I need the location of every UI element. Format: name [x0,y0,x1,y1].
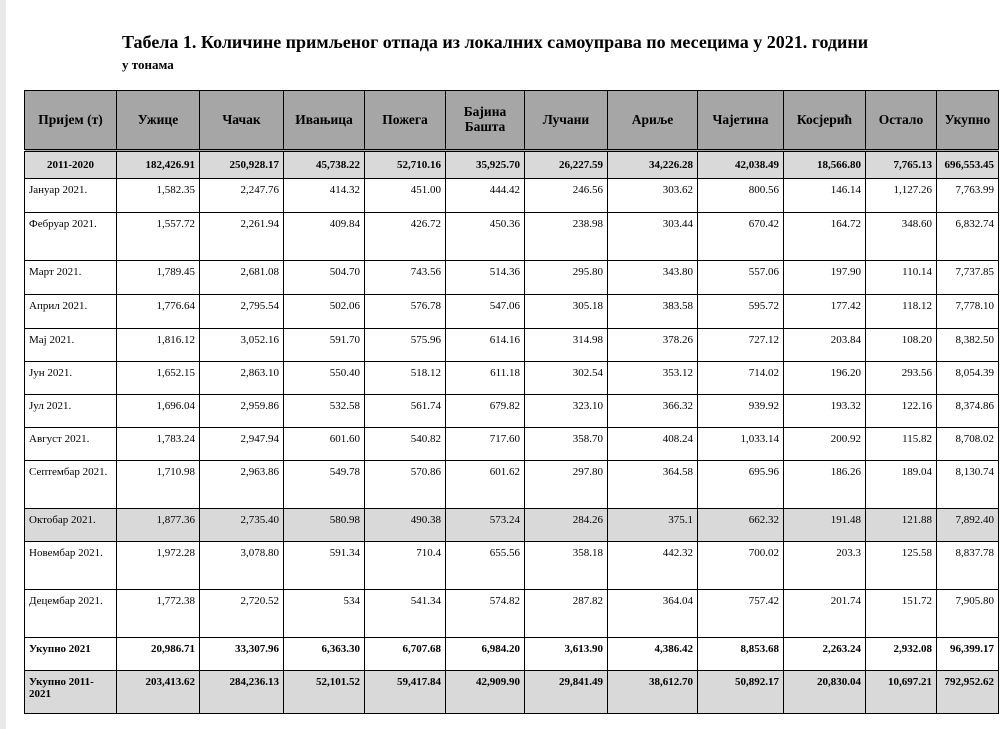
table-cell: 42,038.49 [698,151,784,179]
table-cell: 246.56 [525,179,608,213]
table-row [25,329,999,362]
table-cell: 34,226.28 [608,151,698,179]
table-cell: 2,247.76 [200,179,284,213]
col-header: Лучани [525,91,608,151]
table-cell: 122.16 [866,395,937,428]
table-cell: 717.60 [446,428,525,461]
table-cell: 444.42 [446,179,525,213]
table-cell: 10,697.21 [866,671,937,714]
table-row [25,261,999,295]
table-cell: 108.20 [866,329,937,362]
table-row [25,151,999,179]
table-cell: 696,553.45 [937,151,999,179]
table-cell: 164.72 [784,213,866,261]
table-cell: 293.56 [866,362,937,395]
table-cell: 110.14 [866,261,937,295]
table-cell: 2,959.86 [200,395,284,428]
table-cell: 8,130.74 [937,461,999,509]
table-cell: 353.12 [608,362,698,395]
table-row [25,590,999,638]
table-cell: 576.78 [365,295,446,329]
table-cell: 1,877.36 [117,509,200,542]
table-cell: 115.82 [866,428,937,461]
table-cell: 189.04 [866,461,937,509]
table-cell: 348.60 [866,213,937,261]
table-cell: 20,830.04 [784,671,866,714]
table-cell: 191.48 [784,509,866,542]
table-row [25,542,999,590]
table-cell: 570.86 [365,461,446,509]
table-cell: 1,652.15 [117,362,200,395]
col-header: Ужице [117,91,200,151]
table-cell: 575.96 [365,329,446,362]
table-cell: 714.02 [698,362,784,395]
table-cell: 591.70 [284,329,365,362]
table-cell: 580.98 [284,509,365,542]
row-label: Јануар 2021. [25,179,117,213]
table-cell: 2,963.86 [200,461,284,509]
table-cell: 35,925.70 [446,151,525,179]
table-cell: 52,101.52 [284,671,365,714]
table-cell: 502.06 [284,295,365,329]
table-cell: 2,681.08 [200,261,284,295]
table-cell: 297.80 [525,461,608,509]
table-cell: 743.56 [365,261,446,295]
table-cell: 203.3 [784,542,866,590]
table-cell: 2,735.40 [200,509,284,542]
table-cell: 3,613.90 [525,638,608,671]
table-cell: 303.44 [608,213,698,261]
table-cell: 364.04 [608,590,698,638]
table-cell: 250,928.17 [200,151,284,179]
table-cell: 490.38 [365,509,446,542]
table-cell: 20,986.71 [117,638,200,671]
table-cell: 295.80 [525,261,608,295]
col-header: Чачак [200,91,284,151]
table-cell: 197.90 [784,261,866,295]
table-cell: 710.4 [365,542,446,590]
table-cell: 1,789.45 [117,261,200,295]
table-cell: 314.98 [525,329,608,362]
table-cell: 52,710.16 [365,151,446,179]
table-cell: 540.82 [365,428,446,461]
col-header: Бајина Башта [446,91,525,151]
table-cell: 1,557.72 [117,213,200,261]
row-label: Март 2021. [25,261,117,295]
table-cell: 409.84 [284,213,365,261]
table-title: Табела 1. Количине примљеног отпада из локалних самоуправа по месецима у 2021. години [122,32,869,52]
col-header: Остало [866,91,937,151]
table-cell: 96,399.17 [937,638,999,671]
table-cell: 358.70 [525,428,608,461]
table-cell: 547.06 [446,295,525,329]
table-cell: 201.74 [784,590,866,638]
table-cell: 2,261.94 [200,213,284,261]
table-cell: 200.92 [784,428,866,461]
table-row [25,671,999,714]
table-cell: 118.12 [866,295,937,329]
table-row [25,509,999,542]
row-label: Укупно 2021 [25,638,117,671]
table-cell: 601.62 [446,461,525,509]
row-label: Август 2021. [25,428,117,461]
table-cell: 7,905.80 [937,590,999,638]
table-cell: 305.18 [525,295,608,329]
table-cell: 26,227.59 [525,151,608,179]
table-cell: 238.98 [525,213,608,261]
table-cell: 303.62 [608,179,698,213]
table-cell: 186.26 [784,461,866,509]
row-label: Април 2021. [25,295,117,329]
table-row [25,638,999,671]
unit-label: у тонама [122,57,174,72]
table-cell: 408.24 [608,428,698,461]
table-cell: 426.72 [365,213,446,261]
table-cell: 1,710.98 [117,461,200,509]
table-cell: 595.72 [698,295,784,329]
table-cell: 939.92 [698,395,784,428]
table-cell: 7,765.13 [866,151,937,179]
table-cell: 574.82 [446,590,525,638]
table-cell: 364.58 [608,461,698,509]
table-cell: 3,078.80 [200,542,284,590]
table-cell: 203.84 [784,329,866,362]
table-cell: 442.32 [608,542,698,590]
table-cell: 573.24 [446,509,525,542]
table-cell: 2,863.10 [200,362,284,395]
table-cell: 700.02 [698,542,784,590]
table-cell: 414.32 [284,179,365,213]
page-edge [0,0,6,729]
table-cell: 695.96 [698,461,784,509]
table-cell: 6,984.20 [446,638,525,671]
table-cell: 125.58 [866,542,937,590]
table-cell: 8,837.78 [937,542,999,590]
table-cell: 1,972.28 [117,542,200,590]
row-label: Новембар 2021. [25,542,117,590]
table-cell: 679.82 [446,395,525,428]
table-cell: 727.12 [698,329,784,362]
table-cell: 151.72 [866,590,937,638]
row-label: Јул 2021. [25,395,117,428]
col-header: Пожега [365,91,446,151]
table-cell: 549.78 [284,461,365,509]
table-cell: 601.60 [284,428,365,461]
table-cell: 193.32 [784,395,866,428]
table-row [25,395,999,428]
table-cell: 670.42 [698,213,784,261]
table-cell: 8,708.02 [937,428,999,461]
col-header: Ариље [608,91,698,151]
col-header: Укупно [937,91,999,151]
table-cell: 4,386.42 [608,638,698,671]
row-label: Јун 2021. [25,362,117,395]
table-cell: 518.12 [365,362,446,395]
table-row [25,461,999,509]
table-row [25,295,999,329]
col-header: Косјерић [784,91,866,151]
table-cell: 182,426.91 [117,151,200,179]
table-cell: 366.32 [608,395,698,428]
table-cell: 792,952.62 [937,671,999,714]
table-cell: 18,566.80 [784,151,866,179]
table-cell: 8,374.86 [937,395,999,428]
table-cell: 8,853.68 [698,638,784,671]
table-cell: 29,841.49 [525,671,608,714]
table-cell: 7,763.99 [937,179,999,213]
table-cell: 1,783.24 [117,428,200,461]
table-cell: 6,363.30 [284,638,365,671]
table-cell: 2,947.94 [200,428,284,461]
table-row [25,179,999,213]
table-cell: 532.58 [284,395,365,428]
table-cell: 146.14 [784,179,866,213]
table-cell: 662.32 [698,509,784,542]
table-cell: 302.54 [525,362,608,395]
table-cell: 541.34 [365,590,446,638]
row-label: Октобар 2021. [25,509,117,542]
col-header: Чајетина [698,91,784,151]
table-cell: 287.82 [525,590,608,638]
table-cell: 504.70 [284,261,365,295]
table-cell: 561.74 [365,395,446,428]
table-cell: 2,720.52 [200,590,284,638]
row-label: 2011-2020 [25,151,117,179]
table-cell: 383.58 [608,295,698,329]
table-cell: 6,707.68 [365,638,446,671]
table-row [25,428,999,461]
table-cell: 284,236.13 [200,671,284,714]
table-cell: 7,778.10 [937,295,999,329]
table-cell: 1,776.64 [117,295,200,329]
table-cell: 557.06 [698,261,784,295]
table-cell: 3,052.16 [200,329,284,362]
table-cell: 451.00 [365,179,446,213]
table-cell: 177.42 [784,295,866,329]
table-cell: 550.40 [284,362,365,395]
table-cell: 514.36 [446,261,525,295]
row-label: Укупно 2011-2021 [25,671,117,714]
row-label: Септембар 2021. [25,461,117,509]
table-cell: 343.80 [608,261,698,295]
table-cell: 203,413.62 [117,671,200,714]
row-label: Мај 2021. [25,329,117,362]
table-cell: 450.36 [446,213,525,261]
table-cell: 196.20 [784,362,866,395]
table-cell: 45,738.22 [284,151,365,179]
table-cell: 1,582.35 [117,179,200,213]
col-header: Пријем (т) [25,91,117,151]
table-cell: 42,909.90 [446,671,525,714]
table-cell: 2,263.24 [784,638,866,671]
table-cell: 7,737.85 [937,261,999,295]
table-cell: 7,892.40 [937,509,999,542]
table-cell: 8,382.50 [937,329,999,362]
table-cell: 1,772.38 [117,590,200,638]
table-row [25,213,999,261]
table-cell: 284.26 [525,509,608,542]
table-cell: 8,054.39 [937,362,999,395]
table-cell: 375.1 [608,509,698,542]
col-header: Ивањица [284,91,365,151]
table-row [25,362,999,395]
table-cell: 591.34 [284,542,365,590]
table-cell: 2,795.54 [200,295,284,329]
table-cell: 323.10 [525,395,608,428]
waste-table [24,90,999,714]
table-cell: 1,033.14 [698,428,784,461]
table-cell: 1,816.12 [117,329,200,362]
row-label: Фебруар 2021. [25,213,117,261]
table-cell: 50,892.17 [698,671,784,714]
table-cell: 534 [284,590,365,638]
table-cell: 378.26 [608,329,698,362]
table-cell: 757.42 [698,590,784,638]
table-cell: 1,127.26 [866,179,937,213]
header-row [25,91,999,151]
table-cell: 121.88 [866,509,937,542]
row-label: Децембар 2021. [25,590,117,638]
table-cell: 1,696.04 [117,395,200,428]
table-cell: 33,307.96 [200,638,284,671]
table-cell: 358.18 [525,542,608,590]
table-cell: 800.56 [698,179,784,213]
table-cell: 6,832.74 [937,213,999,261]
table-cell: 38,612.70 [608,671,698,714]
table-cell: 2,932.08 [866,638,937,671]
table-cell: 59,417.84 [365,671,446,714]
table-cell: 655.56 [446,542,525,590]
table-cell: 611.18 [446,362,525,395]
table-cell: 614.16 [446,329,525,362]
